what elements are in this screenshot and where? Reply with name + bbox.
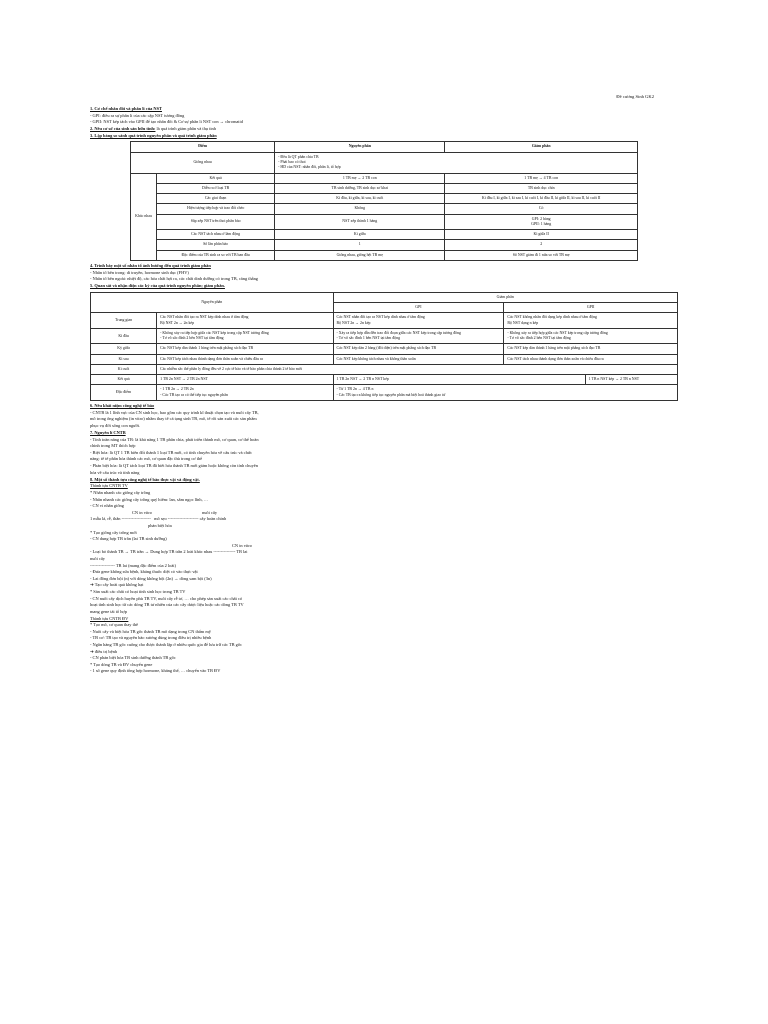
table-cell: - Không xảy ra tiếp hợp giữa các NST kép trong cặp NST tương đồng - Tơ vô sắc đính 2 bên NST tại tâm động: [157, 328, 333, 344]
section-8-line: - Ngân hàng TB gốc cuống cho được thành lập ở nhiều quốc gia để lưu trữ các TB gốc: [90, 641, 242, 647]
table-cell: Các NST nhân đôi tạo ra NST kép dính nhau ở tâm động Bộ NST 2n → 2n kép: [333, 313, 504, 329]
section-8-line: - Nhân nhanh các giống cây trồng quý hiếm: lan, sâm ngọc lĩnh, …: [90, 496, 209, 502]
section-1-heading: 1. Cơ chế nhân đôi và phân li của NST: [90, 105, 162, 111]
section-1-line: - GPI: điều ra sự phân li của các cặp NST tương đồng: [90, 112, 185, 118]
diagram-label: nuôi cấy: [202, 509, 218, 515]
same-label: Giống nhau: [131, 152, 275, 173]
comparison-table: [130, 141, 638, 260]
table-header: Điểm: [131, 142, 275, 152]
phase-label: Kỳ giữa: [91, 344, 157, 354]
table-cell: - Không xảy ra tiếp hợp giữa các NST kép trong cặp tương đồng - Tơ vô sắc đính 2 bên NST tại tâm động: [504, 328, 678, 344]
document-title: Đề cương Sinh GK2: [616, 94, 654, 99]
section-8-line: * Tạo dòng TB và ĐV chuyển gene: [90, 661, 153, 667]
section-6-line: - CNTB là 1 lĩnh vực của CN sinh học, bao gồm các quy trình kĩ thuật chọn tạo và nuôi cấy TB,: [90, 409, 259, 415]
table-cell: 1: [275, 240, 445, 250]
table-cell: Các NST kép tách nhau thành dạng đơn thân xoắn và chiếu đầu ra: [157, 354, 333, 364]
table-cell: Đặc điểm của TB sinh ra so với TB ban đầu: [157, 250, 275, 260]
section-6-line: mô trong ống nghiệm (in vitro) nhằm thay tế cá tạng sinh TB, mô, tế rồi sản xuất các sản phẩm: [90, 416, 257, 422]
section-8-line: mang gene tái tổ hợp: [90, 608, 127, 614]
table-cell: Sắp xếp NST trên thoi phân bào: [157, 214, 275, 230]
diagram-label-bottom: phản biệt hóa: [148, 522, 172, 528]
table-cell: - 1 TB 2n → 2 TB 2n - Các TB tạo ra có thể tiếp tục nguyên phân: [157, 385, 333, 401]
section-8-line: - CN phản biệt hóa TB sinh dưỡng thành TB gốc: [90, 655, 176, 661]
table-cell: Không: [275, 204, 445, 214]
table-header: Giảm phân: [333, 292, 677, 302]
section-8-heading: 8. Một số thành tựu công nghệ tế bào thực vật và động vật.: [90, 476, 200, 482]
table-header: Nguyên phân: [275, 142, 445, 152]
table-cell: Số lần phân bào: [157, 240, 275, 250]
table-cell: Các NST nhân đôi tạo ra NST kép dính nhau ở tâm động Bộ NST 2n → 2n kép: [157, 313, 333, 329]
table-header: Nguyên phân: [91, 292, 334, 313]
table-header: Giảm phân: [445, 142, 638, 152]
phase-label: Trung gian: [91, 313, 157, 329]
same-line: - Phải bao có thoi: [278, 159, 306, 164]
section-8-line: - 1 số gene quy định tổng hợp hormone, kháng thể, … chuyển vào TB ĐV: [90, 668, 221, 674]
table-cell: Các NST tách nhau thành dạng đơn thân xoắn và chiếu đầu ra: [504, 354, 678, 364]
table-cell: NST xếp thành 1 hàng: [275, 214, 445, 230]
table-cell: TB sinh dưỡng, TB sinh dục sơ khai: [275, 183, 445, 193]
section-2-heading: 2. Nêu cơ sở của sinh sản hữu tính:: [90, 125, 156, 131]
table-cell: 1 TB n NST kép → 2 TB n NST: [585, 375, 677, 385]
section-7-line: - Tính toàn năng của TB: là khả năng 1 TB phân chia, phát triển thành mô, cơ quan, cơ thể hoàn: [90, 436, 259, 442]
section-8-line: * Nhân nhanh các giống cây trồng: [90, 489, 151, 495]
section-6-heading: 6. Nêu khái niệm công nghệ tế bào: [90, 403, 155, 409]
table-cell: Các NST kép dàn 2 hàng (đối diện) trên mặt phẳng xích đạo TB: [333, 344, 504, 354]
section-8-line: ----------------- TB lai (mang đặc điểm của 2 loài): [90, 562, 176, 568]
section-8-line: hoạt tính sinh học từ các dòng TB tư nhiên của các cây dược liệu hoặc các dòng TB TV: [90, 602, 244, 608]
section-8-line: nuôi cấy: [90, 556, 105, 562]
section-8-line: - Lai đồng đơn bội (n) với dòng không bội (2n) → dòng sam bội (3n): [90, 575, 212, 581]
table-cell: Các NST kép dàn thành 1 hàng trên mặt phẳng xích đạo TB: [504, 344, 678, 354]
section-8-line: - CN nuôi cấy dịch huyền phù TB TV, nuôi cấy rễ tơ, … cho phép sản xuất các chất có: [90, 595, 243, 601]
table-cell: Kì đầu I, kì giữa I, kì sau I, kì cuối I, kì đầu II, kì giữa II, kì sau II, kì cuối II: [445, 194, 638, 204]
section-7-line: hóa về cấu trúc và tính năng: [90, 469, 140, 475]
table-cell: Các NST kép dàn thành 1 hàng trên mặt phẳng xích đạo TB: [157, 344, 333, 354]
subsection-tv-heading: Thành tựu CNTB TV: [90, 483, 128, 489]
section-2: [90, 126, 678, 133]
table-cell: Kì đầu, kì giữa, kì sau, kì cuối: [275, 194, 445, 204]
diagram-label: CN in vitro: [132, 509, 153, 515]
same-line: - Đều là QT phân chia TB: [278, 154, 319, 159]
phase-label: Kết quả: [91, 375, 157, 385]
table-cell: 1 TB 2n NST → 2 TB 2n NST: [157, 375, 333, 385]
table-cell: Kì giữa: [275, 230, 445, 240]
section-7-line: năng: tế tế phân hóa thành các mô, cơ quan đặc thù trong cơ thể: [90, 456, 203, 462]
diagram-line: 1 mẫu lá, rễ, thân -------------------- mô sẹo --------------------- cây hoàn chỉnh: [90, 516, 227, 522]
section-8-line: - CN vi nhân giống: [90, 503, 124, 509]
section-2-text: là quá trình giảm phân và thụ tinh: [155, 125, 216, 131]
diff-label: Khác nhau: [131, 173, 157, 260]
table-header: GPII: [504, 303, 678, 313]
table-cell: TB sinh dục chín: [445, 183, 638, 193]
section-5-heading: 5. Quan sát và nhận diện các kỳ của quá trình nguyên phân; giảm phân.: [90, 283, 225, 289]
section-7-heading: 7. Nguyên lí CNTB: [90, 429, 126, 435]
section-8-line: - TB cơ: TB tạo và nguyên bào xương dùng trong điều trị nhiều bệnh: [90, 635, 212, 641]
section-3-heading: 3. Lập bảng so sánh quá trình nguyên phân và quá trình giảm phân: [90, 132, 217, 138]
table-cell: 1 TB mẹ → 4 TB con: [445, 173, 638, 183]
table-cell: 1 TB mẹ → 2 TB con: [275, 173, 445, 183]
phase-label: Kì sau: [91, 354, 157, 364]
table-cell: GPI: 2 hàng GPII: 1 hàng: [445, 214, 638, 230]
table-cell: Các NST tách nhau ở làm động: [157, 230, 275, 240]
table-cell: Các giai đoạn: [157, 194, 275, 204]
table-cell: Có: [445, 204, 638, 214]
section-6-line: phục vụ đời sống con người.: [90, 422, 141, 428]
section-4-heading: 4. Trình bày một số nhân tố ảnh hưởng đến quá trình giảm phân: [90, 262, 211, 268]
section-8-line: - Đưa gene không sửa bệnh, kháng thuốc diệt cỏ vào thực vật: [90, 569, 198, 575]
table-cell: Giống nhau, giống hệt TB mẹ: [275, 250, 445, 260]
table-cell: Kì giữa II: [445, 230, 638, 240]
table-cell: Diễn ra ở loại TB: [157, 183, 275, 193]
section-8-line: * Tạo giống cây trồng mới: [90, 529, 137, 535]
section-7-line: chỉnh trong MT thích hợp: [90, 443, 136, 449]
section-8-line: * Sản xuất các chất có hoạt tính sinh học trong TB TV: [90, 589, 186, 595]
table-cell: Số NST giảm đi 1 nửa so với TB mẹ: [445, 250, 638, 260]
same-line: - HD của NST: nhân đôi, phân li, tổ hợp: [278, 165, 341, 170]
phase-label: Đặc điểm: [91, 385, 157, 401]
table-cell: 1 TB 2n NST → 2 TB n NST kép: [333, 375, 585, 385]
section-8-line: ➔ điều trị bệnh: [90, 648, 117, 654]
section-8-line: - Nuôi cấy và biệt hóa TB gốc thành TB mô dạng trong CN thẩm mỹ: [90, 628, 211, 634]
table-cell: - Xảy ra tiếp hợp dẫn đến trao đổi đoạn giữa các NST kép trong cặp tương đồng - Tơ vô sắc đính 1 bên NST tại tâm động: [333, 328, 504, 344]
document-page: [90, 94, 678, 675]
diagram2-label: CN in vitro: [232, 542, 253, 548]
table-cell: Các nhiễm sắc thể phân ly đồng đều về 2 cực tế bào và tế bào phân chia thành 2 tế bào mới: [157, 364, 678, 374]
diagram-labels-top: [90, 510, 678, 517]
subsection-dv-heading: Thành tựu CNTB ĐV: [90, 615, 129, 621]
table-cell: Kết quả: [157, 173, 275, 183]
section-4-line: - Nhân tố bên ngoài: nhiệt độ, các hóa chất hợi ra, các chất dinh dưỡng có trong TB, căng thẳng: [90, 276, 259, 282]
section-7-line: - Biệt hóa: là QT 1 TB biến đổi thành 1 loại TB mới, có tính chuyên hóa về cấu trúc và chức: [90, 449, 253, 455]
section-8-line: - CN dung hợp TB trần (lai TB sinh dưỡng): [90, 536, 167, 542]
table-cell: Các NST không nhân đôi dạng kép dính nhau ở tâm động Bộ NST dạng n kép: [504, 313, 678, 329]
section-8-line: * Tạo mô, cơ quan thay thế: [90, 622, 138, 628]
section-8-line: ➔ Tạo cây hoài quả không hạt: [90, 582, 144, 588]
table-header: GPI: [333, 303, 504, 313]
table-cell: Hiện tượng tiếp hợp và trao đổi chéo: [157, 204, 275, 214]
table-cell: 2: [445, 240, 638, 250]
table-cell: Các NST kép không tách nhau và không thân xoắn: [333, 354, 504, 364]
phase-label: Kì cuối: [91, 364, 157, 374]
phases-table: [90, 292, 678, 401]
section-1-line: - GPII: NST kép tách vào GPII để tạo nhân đôi & Cơ sự phân li NST con → chromatid: [90, 119, 243, 125]
section-4-line: - Nhân tố bên trong: di truyền, hormone sinh dục (FHV): [90, 269, 189, 275]
same-cell: [275, 152, 638, 173]
table-cell: - Từ 1 TB 2n → 4 TB n - Các TB tạo ra không tiếp tục nguyên phân mà biệt hoá thành giao tử: [333, 385, 677, 401]
section-8-line: - Loại bỏ thành TB → TB trần → Dung hợp TB trần 2 loài khác nhau --------------- TB lai: [90, 549, 248, 555]
phase-label: Kì đầu: [91, 328, 157, 344]
section-7-line: - Phản biệt hóa: là QT tách loại TB đã biết hóa thành TB mới giảm hoặc không còn tính chuyên: [90, 463, 258, 468]
